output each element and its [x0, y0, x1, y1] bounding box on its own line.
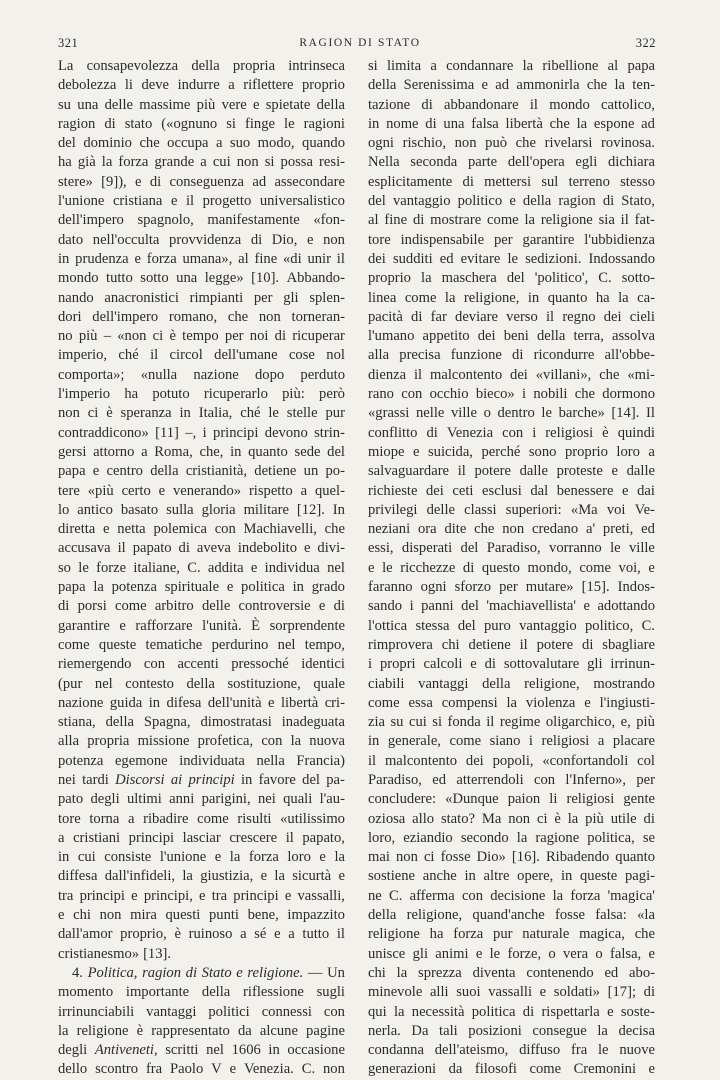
text-line: l'ottica stessa del puro vantaggio politico, C.: [368, 617, 655, 634]
text-line: sando i panni del 'machiavellista' e adottando: [368, 598, 655, 615]
text-line: mai non ci fosse Dio» [16]. Ribadendo quanto: [368, 849, 655, 866]
text-line: imperio, ché il circol dell'umane cose nol: [58, 347, 345, 364]
text-line: dello scontro fra Paolo V e Venezia. C. non: [58, 1061, 345, 1078]
text-line: qui la necessità politica di rispettarla e soste-: [368, 1003, 655, 1020]
text-line: religione ha forza pur naturale magica, che: [368, 926, 655, 943]
text-line: della Serenissima e ad ammonirla che la ten-: [368, 77, 655, 94]
text-line: (pur nel contesto della sostituzione, quale: [58, 675, 345, 692]
text-line: chi la sprezza diventa contenendo ed abo-: [368, 964, 655, 981]
right-text-column: [368, 57, 655, 1080]
text-line: contraddicono» [11] –, i principi devono strin-: [58, 424, 345, 441]
text-line: la religione è rappresentato da alcune pagine: [58, 1022, 345, 1039]
text-line: cristianesmo» [13].: [58, 945, 172, 962]
text-line: dall'amor proprio, è ruinoso a sé e a tutto il: [58, 926, 345, 943]
text-line: tore indispensabile per garantire l'ubbidienza: [368, 231, 655, 248]
text-line: e le ricchezze di questo mondo, come voi, e: [368, 559, 655, 576]
text-line: concludere: «Dunque paion li religiosi gente: [368, 791, 655, 808]
text-line: zia su cui si fonda il regime oligarchico, e, più: [368, 714, 655, 731]
text-line: garantire e rafforzare l'unità. È sorprendente: [58, 617, 345, 634]
text-line: al fine di mostrare come la religione sia il fat-: [368, 212, 655, 229]
text-line: pacità di far deviare verso il regno dei cieli: [368, 308, 655, 325]
text-line: diretta e netta polemica con Machiavelli, che: [58, 521, 345, 538]
text-line: minevole alli suoi vassalli e soldati» [17]; di: [368, 984, 655, 1001]
text-line: gersi attorno a Roma, che, in quanto sede del: [58, 443, 345, 460]
text-line: papa la potenza spirituale e politica in grado: [58, 579, 345, 596]
left-text-column: [58, 57, 345, 1080]
text-line: La consapevolezza della propria intrinseca: [58, 58, 345, 74]
text-line: so le forze italiane, C. addita e individua nel: [58, 559, 345, 576]
text-line: no più – «non ci è tempo per noi di ricuperar: [58, 328, 345, 345]
text-line: faranno ogni sforzo per mutare» [15]. Indos-: [368, 579, 655, 596]
text-line: miope e suicida, perché sono proprio loro a: [368, 443, 655, 460]
text-line: comporta»; «nulla nazione dopo perduto: [58, 366, 345, 383]
text-line: tere «più certo e venerando» rispetto a quel-: [58, 482, 345, 499]
text-line: come essa compensi la violenza e l'ingiusti-: [368, 694, 655, 711]
text-line: proprio la maschera del 'politico', C. sotto-: [368, 270, 655, 287]
text-line: linea come la religione, in quanto ha la ca-: [368, 289, 655, 306]
text-line: esplicitamente di mettersi sul terreno stesso: [368, 173, 655, 190]
text-line: del dominio che occupa a suo modo, quando: [58, 135, 345, 152]
text-line: di porsi come arbitro delle controversie e di: [58, 598, 345, 615]
text-line: conflitto di Venezia con i religiosi è quindi: [368, 424, 655, 441]
text-line: potenza egemone individuata nella Francia): [58, 752, 345, 769]
text-line: tore torna a ribadire come risulti «utilissimo: [58, 810, 345, 827]
text-line: irrinunciabili vantaggi politici connessi con: [58, 1003, 345, 1020]
text-line: oziosa allo stato? Ma non ci è la più utile di: [368, 810, 655, 827]
text-line: privilegi delle classi superiori: «Ma voi Ve-: [368, 501, 655, 518]
text-line: degli Antiveneti, scritti nel 1606 in occasione: [58, 1042, 345, 1059]
text-line: alla precisa funzione di ricondurre all'obbe-: [368, 347, 655, 364]
text-line: mondo tutto sotto una legge» [10]. Abbando-: [58, 270, 345, 287]
text-line: richieste dei ceti esclusi dal benessere e dai: [368, 482, 655, 499]
text-line: unisce gli animi e le forze, o vera o falsa, e: [368, 945, 655, 962]
text-line: ragion di stato («ognuno si finge le ragioni: [58, 115, 345, 132]
text-line: della religione, quand'anche fosse falsa: «la: [368, 907, 655, 924]
text-line: nazione guida in difesa dell'unità e libertà cri-: [58, 694, 345, 711]
text-line: ciabili vantaggi della religione, mostrando: [368, 675, 655, 692]
text-line: neziani ora dite che non credano a' preti, ed: [368, 521, 655, 538]
text-line: nei tardi Discorsi ai principi in favore del pa-: [58, 771, 345, 788]
text-line: si limita a condannare la ribellione al papa: [368, 58, 655, 74]
text-line: «grassi nelle ville o dentro le barche» [14]. Il: [368, 405, 655, 422]
text-line: ogni rischio, non può che rivelarsi rovinosa.: [368, 135, 655, 152]
text-line: del vantaggio politico e della ragion di Stato,: [368, 193, 655, 210]
text-line: salvaguardare il potere dalle proteste e dalle: [368, 463, 655, 480]
text-line: e chi non mira questi punti bene, impazzito: [58, 907, 345, 924]
text-line: su una delle massime più vere e spietate della: [58, 96, 345, 113]
text-line: ne C. afferma con decisione la forza 'magica': [368, 887, 655, 904]
text-line: il malcontento dei popoli, «confortandoli col: [368, 752, 655, 769]
text-line: rano con occhio bieco» i nobili che dormono: [368, 386, 655, 403]
text-line: Nella seconda parte dell'opera egli dichiara: [368, 154, 655, 171]
text-line: lo antico basato sulla gloria militare [12]. In: [58, 501, 345, 518]
text-line: dato nell'occulta provvidenza di Dio, e non: [58, 231, 345, 248]
text-line: 4. Politica, ragion di Stato e religione. — Un: [72, 964, 345, 981]
text-line: condanna dell'ateismo, diffuso fra le nuove: [368, 1042, 655, 1059]
text-line: tra principi e principi, e tra principi e vassalli,: [58, 887, 345, 904]
text-line: dei sudditi ed evitare le sedizioni. Indossando: [368, 250, 655, 267]
text-line: momento importante della riflessione sugli: [58, 984, 345, 1001]
text-line: Paradiso, ed atterrendoli con l'Inferno», per: [368, 771, 655, 788]
text-line: nando anacronistici rimpianti per gli splen-: [58, 289, 345, 306]
text-line: dell'impero spagnolo, manifestamente «fon-: [58, 212, 345, 229]
text-line: i propri calcoli e di sottovalutare gli irrinun-: [368, 656, 655, 673]
text-line: alla propria missione profetica, con la nuova: [58, 733, 345, 750]
text-line: in nome di una falsa libertà che la espone ad: [368, 115, 655, 132]
text-line: nerla. Da tali posizioni consegue la decisa: [368, 1022, 655, 1039]
text-line: in generale, come siano i religiosi a placare: [368, 733, 655, 750]
text-line: dienza il malcontento dei «villani», che «mi-: [368, 366, 655, 383]
text-line: come queste tematiche perdurino nel tempo,: [58, 636, 345, 653]
text-line: in cui consiste l'unione e la forza loro e la: [58, 849, 345, 866]
text-line: riemergendo con accenti pressoché identici: [58, 656, 345, 673]
text-line: papa e centro della cristianità, detiene un po-: [58, 463, 345, 480]
text-line: accusava il papato di aveva indebolito e divi-: [58, 540, 345, 557]
text-line: pato degli ultimi anni parigini, nei quali l'au-: [58, 791, 345, 808]
right-page-number: 322: [635, 36, 656, 50]
text-line: stere» [9]), e di conseguenza ad assecondare: [58, 173, 345, 190]
text-line: l'unione cristiana e il progetto universalistico: [58, 193, 345, 210]
text-line: in prudenza e forza umana», al fine «di unir il: [58, 250, 345, 267]
text-line: l'umano appetito dei beni della terra, assolva: [368, 328, 655, 345]
text-line: rimprovera chi detiene il potere di sbagliare: [368, 636, 655, 653]
text-line: generazioni da filosofi come Cremonini e: [368, 1061, 655, 1078]
text-line: l'imperio ha potuto ricuperarlo più: però: [58, 386, 345, 403]
text-line: a cristiani principi lasciar crescere il papato,: [58, 829, 345, 846]
text-line: tazione di abbandonare il mondo cattolico,: [368, 96, 655, 113]
running-title: RAGION DI STATO: [299, 37, 421, 49]
text-line: stiana, della Spagna, dimostratasi inadeguata: [58, 714, 345, 731]
text-line: debolezza li deve indurre a riflettere proprio: [58, 77, 345, 94]
left-page-number: 321: [58, 36, 79, 50]
text-line: non ci è speranza in Italia, ché le stelle pur: [58, 405, 345, 422]
text-line: dori dell'impero romano, che non torneran-: [58, 308, 345, 325]
text-line: sostiene anche in altre opere, in queste pagi-: [368, 868, 655, 885]
text-line: ha già la forza grande a cui non si possa resi-: [58, 154, 345, 171]
text-line: essi, disperati del Paradiso, vorranno le ville: [368, 540, 655, 557]
text-line: diffesa dall'infideli, la giustizia, e la sicurtà e: [58, 868, 345, 885]
text-line: loro, eziandio secondo la ragione politica, se: [368, 829, 655, 846]
